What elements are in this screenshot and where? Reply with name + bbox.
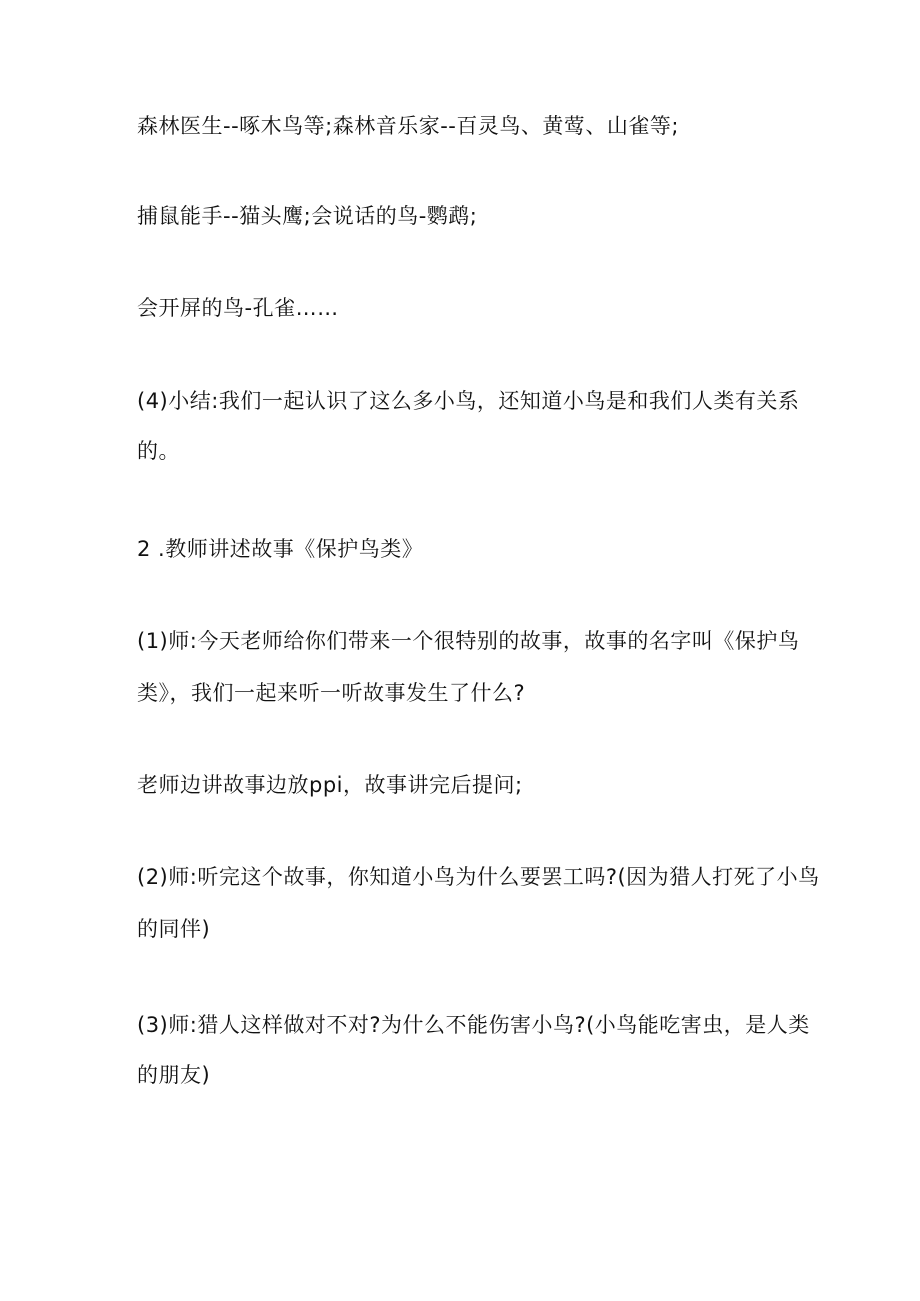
text-line-question-3-cont: 的朋友) <box>137 1063 211 1087</box>
text-line-summary: (4)小结:我们一起认识了这么多小鸟，还知道小鸟是和我们人类有关系 <box>137 389 800 413</box>
text-line-teacher-intro-cont: 类》，我们一起来听一听故事发生了什么? <box>137 681 526 705</box>
text-line-forest-birds: 森林医生--啄木鸟等;森林音乐家--百灵鸟、黄莺、山雀等; <box>137 114 679 138</box>
text-line-question-2-cont: 的同伴) <box>137 917 211 941</box>
text-line-owl-parrot: 捕鼠能手--猫头鹰;会说话的鸟-鹦鹉; <box>137 204 478 228</box>
text-line-teacher-intro: (1)师:今天老师给你们带来一个很特别的故事，故事的名字叫《保护鸟 <box>137 629 800 653</box>
section-heading-story: 2 .教师讲述故事《保护鸟类》 <box>137 537 424 561</box>
text-line-question-2: (2)师:听完这个故事，你知道小鸟为什么要罢工吗?(因为猎人打死了小鸟 <box>137 865 820 889</box>
text-line-ppt-instruction: 老师边讲故事边放ppi，故事讲完后提问; <box>137 773 523 797</box>
text-line-peacock: 会开屏的鸟-孔雀…… <box>137 296 339 320</box>
text-line-question-3: (3)师:猎人这样做对不对?为什么不能伤害小鸟?(小鸟能吃害虫，是人类 <box>137 1013 810 1037</box>
text-line-summary-cont: 的。 <box>137 439 180 463</box>
